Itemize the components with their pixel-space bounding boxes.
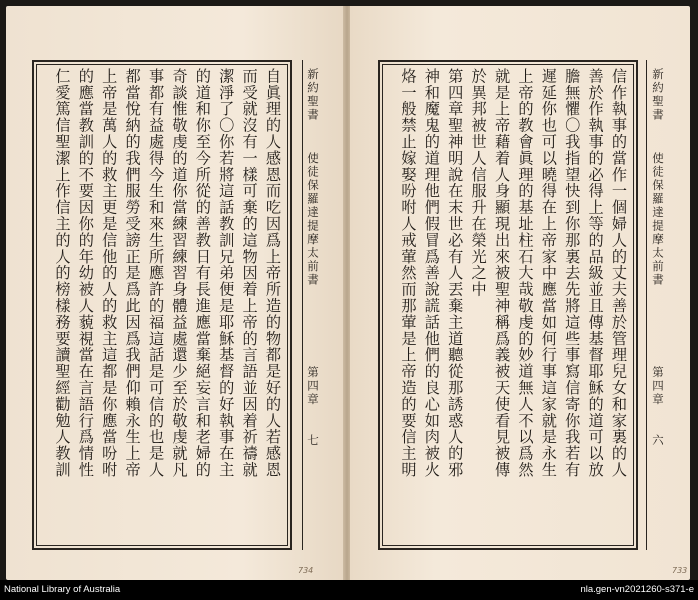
right-book-title: 新約聖書 <box>651 68 665 122</box>
text-column: 潔淨了〇你若將這話教訓兄弟便是耶穌基督的好執事在主 <box>217 68 236 478</box>
left-text-frame <box>32 60 292 550</box>
text-column: 信作執事的當作一個婦人的丈夫善於管理兒女和家裏的人 <box>610 68 628 478</box>
left-text-columns <box>40 68 284 542</box>
text-column: 而受就沒有一樣可棄的這物因着上帝的言語並因着祈禱就 <box>240 68 259 478</box>
left-book-title: 新約聖書 <box>306 68 320 122</box>
right-stamp-number: 733 <box>672 566 688 575</box>
footer-identifier: nla.gen-vn2021260-s371-e <box>580 584 694 595</box>
text-column: 上帝是萬人的救主更是信他的人的救主這都是你應當吩咐 <box>100 68 119 478</box>
text-column: 的道和你至今所從的善教日有長進應當棄絕妄言和老婦的 <box>193 68 212 478</box>
right-chapter-label: 第四章 <box>651 366 665 407</box>
text-column: 第四章聖神明說在末世必有人丟棄主道聽從那誘惑人的邪 <box>446 68 465 478</box>
left-stamp-number: 734 <box>298 566 314 575</box>
text-column: 遲延你也可以曉得在上帝家中應當如何行事這家就是永生 <box>539 68 558 478</box>
footer-bar <box>0 580 698 600</box>
right-page-number: 六 <box>651 434 665 448</box>
right-text-columns <box>386 68 630 542</box>
text-column: 上帝的教會眞理的基址柱石大哉敬虔的妙道無人不以爲然 <box>516 68 535 478</box>
left-chapter-label: 第四章 <box>306 366 320 407</box>
text-column: 自眞理的人感恩而吃因爲上帝所造的物都是好的人若感恩 <box>264 68 282 478</box>
left-page-number: 七 <box>306 434 320 448</box>
right-text-frame <box>378 60 638 550</box>
text-column: 善於作執事的必得上等的品級並且傳基督耶穌的道可以放 <box>586 68 605 478</box>
text-column: 膽無懼〇我指望快到你那裏去先將這些事寫信寄你我若有 <box>563 68 582 478</box>
right-margin-divider <box>646 60 647 550</box>
text-column: 奇談惟敬虔的道你當練習練習身體益處還少至於敬虔就凡 <box>170 68 189 478</box>
footer-credit: National Library of Australia <box>4 584 121 595</box>
text-column: 烙一般禁止嫁娶吩咐人戒葷然而那葷是上帝造的要信主明 <box>399 68 418 478</box>
text-column: 事都有益處得今生和來生所應許的福這話是可信的也是人 <box>147 68 166 478</box>
text-column: 神和魔鬼的道理他們假冒爲善說謊話他們的良心如肉被火 <box>422 68 441 478</box>
text-column: 就是上帝藉着人身顯現出來被聖神稱爲義被天使看見被傳 <box>493 68 512 478</box>
text-column: 於異邦被世人信服升在榮光之中 <box>469 68 488 298</box>
text-column: 都當悅納的我們服勞受謗正是爲此因爲我們仰賴永生上帝 <box>123 68 142 478</box>
left-margin-divider <box>302 60 303 550</box>
text-column: 的應當教訓的不要因你的年幼被人藐視當在言語行爲情性 <box>76 68 95 478</box>
text-column: 仁愛篤信聖潔上作信主的人的榜樣務要讀聖經勸勉人教訓 <box>53 68 72 478</box>
right-book-name: 使徒保羅達提摩太前書 <box>651 152 665 287</box>
left-book-name: 使徒保羅達提摩太前書 <box>306 152 320 287</box>
